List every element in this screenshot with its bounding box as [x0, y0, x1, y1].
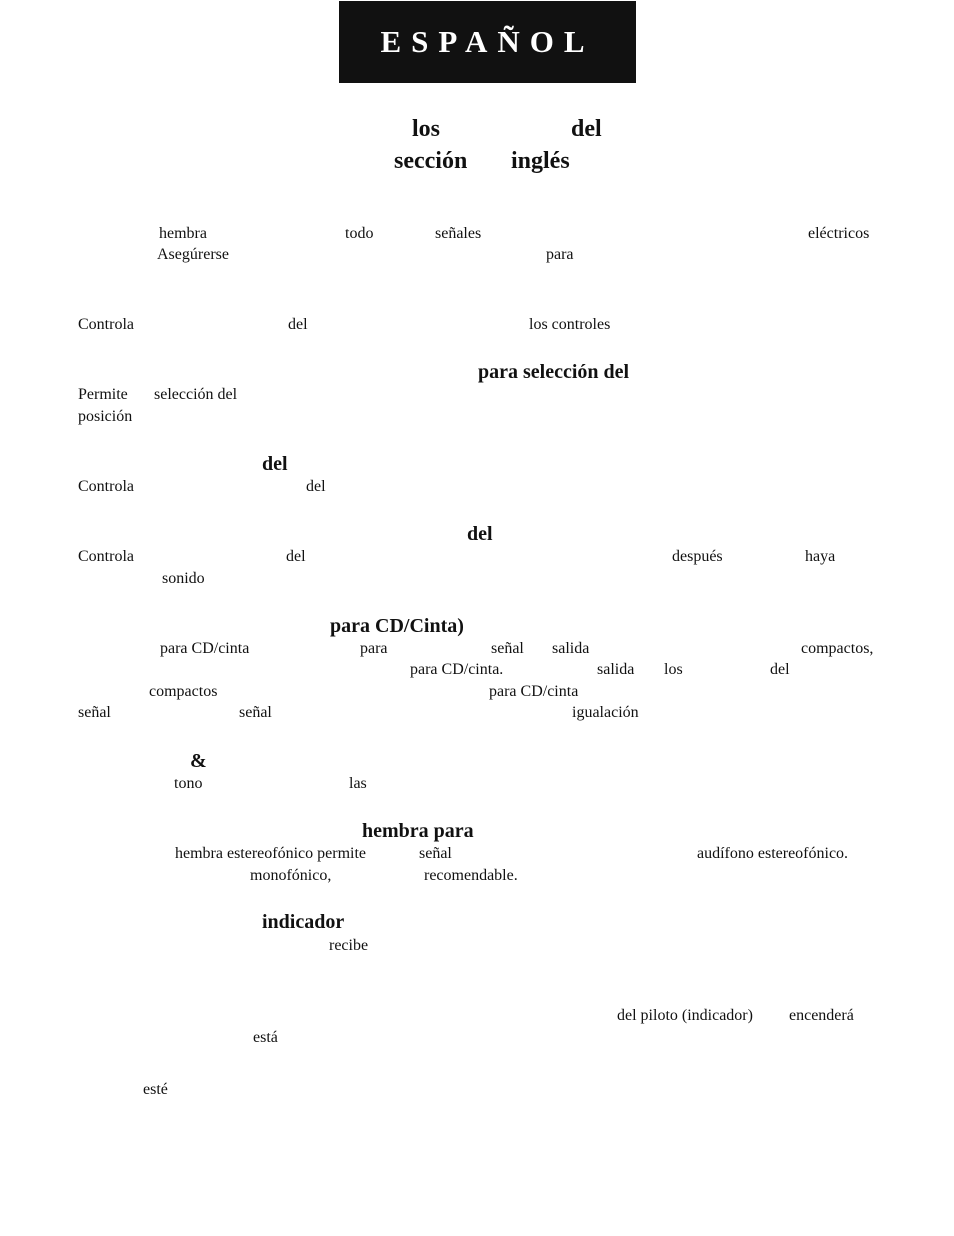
text-fragment: Controla — [78, 316, 134, 333]
text-fragment: todo — [345, 225, 374, 242]
section-heading: del — [262, 453, 288, 475]
section-heading: hembra para — [362, 820, 474, 842]
section-heading: para CD/Cinta) — [330, 615, 464, 637]
section-heading: del — [467, 523, 493, 545]
text-fragment: encenderá — [789, 1007, 854, 1024]
section-heading: para selección del — [478, 361, 630, 383]
text-fragment: para CD/cinta — [160, 640, 250, 657]
text-fragment: del — [306, 478, 326, 495]
text-fragment: hembra estereofónico permite — [175, 845, 367, 862]
text-fragment: los controles — [529, 316, 611, 333]
text-fragment: audífono estereofónico. — [697, 845, 849, 862]
text-fragment: recibe — [329, 937, 369, 954]
text-fragment: las — [349, 775, 367, 792]
text-fragment: Permite — [78, 386, 128, 403]
text-fragment: tono — [174, 775, 203, 792]
text-fragment: eléctricos — [808, 225, 870, 242]
text-fragment: selección del — [154, 386, 238, 403]
text-fragment: para CD/cinta. — [410, 661, 504, 678]
text-fragment: señales — [435, 225, 482, 242]
text-fragment: compactos, — [801, 640, 874, 657]
text-fragment: Controla — [78, 548, 134, 565]
text-fragment: haya — [805, 548, 836, 565]
text-fragment: señal — [239, 704, 272, 721]
title-word-seccion: sección — [394, 148, 468, 174]
language-banner: ESPAÑOL — [339, 1, 636, 83]
text-fragment: señal — [419, 845, 452, 862]
text-fragment: del — [770, 661, 790, 678]
text-fragment: del — [288, 316, 308, 333]
text-fragment: posición — [78, 408, 133, 425]
text-fragment: del piloto (indicador) — [617, 1007, 753, 1024]
text-fragment: salida — [552, 640, 590, 657]
text-fragment: salida — [597, 661, 635, 678]
text-fragment: igualación — [572, 704, 639, 721]
text-fragment: para CD/cinta — [489, 683, 579, 700]
title-word-del: del — [571, 116, 602, 142]
text-fragment: monofónico, — [250, 867, 332, 884]
title-word-los: los — [412, 116, 441, 142]
text-fragment: compactos — [149, 683, 218, 700]
section-heading: & — [190, 750, 207, 772]
section-heading: indicador — [262, 911, 345, 933]
text-fragment: después — [672, 548, 723, 565]
text-fragment: sonido — [162, 570, 205, 587]
text-fragment: Asegúrerse — [157, 246, 229, 263]
text-fragment: Controla — [78, 478, 134, 495]
text-fragment: del — [286, 548, 306, 565]
title-word-ingles: inglés — [511, 148, 570, 174]
text-fragment: recomendable. — [424, 867, 518, 884]
text-fragment: hembra — [159, 225, 207, 242]
text-fragment: para — [546, 246, 574, 263]
text-fragment: señal — [491, 640, 524, 657]
text-fragment: señal — [78, 704, 111, 721]
text-fragment: los — [664, 661, 683, 678]
text-fragment: esté — [143, 1081, 168, 1098]
text-fragment: para — [360, 640, 388, 657]
text-fragment: está — [253, 1029, 278, 1046]
